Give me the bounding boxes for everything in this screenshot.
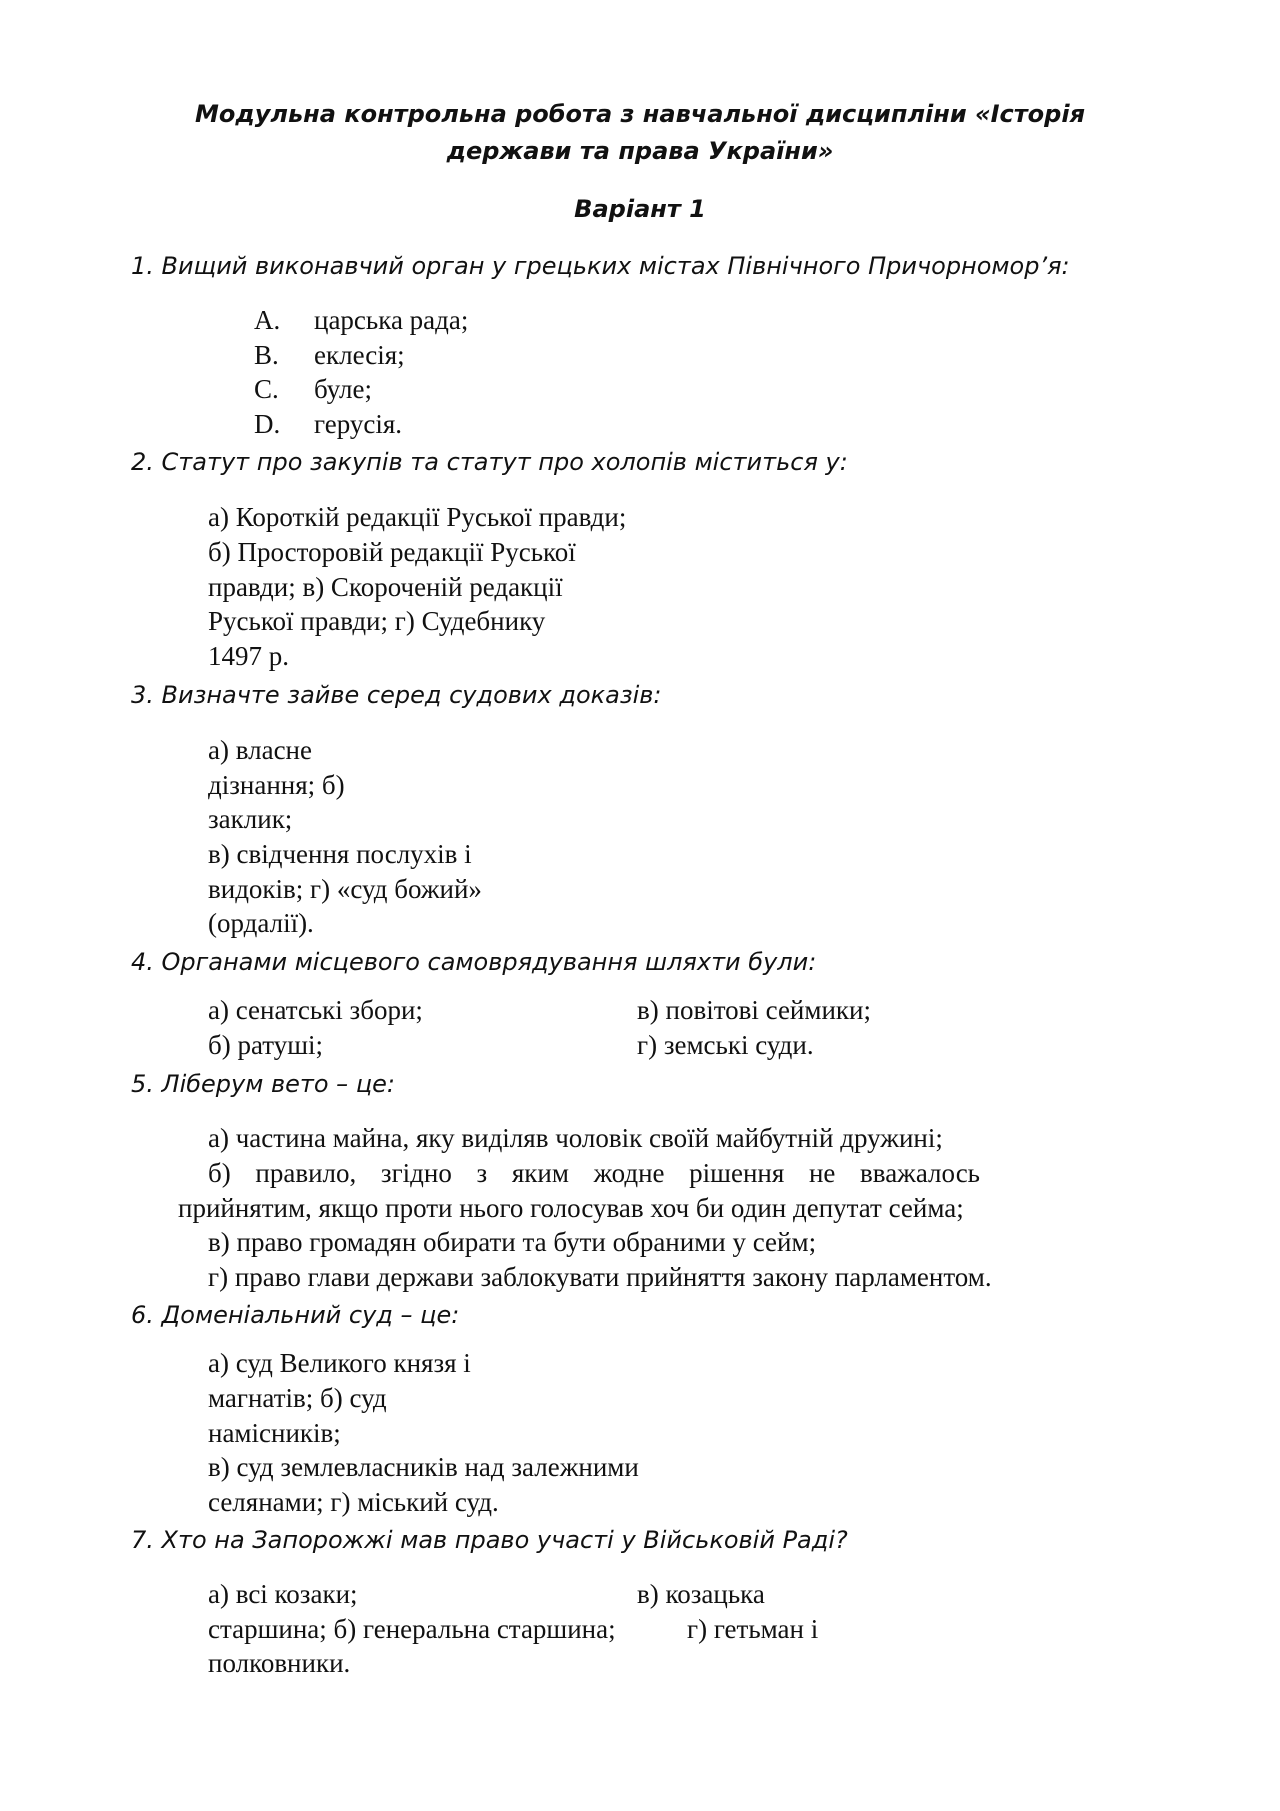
variant-heading: Варіант 1 (574, 195, 706, 223)
answer-line: 1497 р. (208, 641, 289, 671)
question-2: 2. Статут про закупів та статут про холопів міститься у: (131, 448, 848, 476)
answer-line: б) Просторовій редакції Руської (208, 537, 576, 567)
option-text: царська рада; (314, 305, 469, 335)
title-line-2: держави та права України» (446, 137, 834, 165)
option-letter: D. (254, 409, 281, 439)
question-1: 1. Вищий виконавчий орган у грецьких містах Північного Причорномор’я: (131, 252, 1070, 280)
answer-line: заклик; (208, 804, 293, 834)
answer-line: в) суд землевласників над залежними (208, 1452, 639, 1482)
answer-line: магнатів; б) суд (208, 1383, 387, 1413)
answer-line: прийнятим, якщо проти нього голосував хоч би один депутат сейма; (178, 1193, 964, 1223)
question-4: 4. Органами місцевого самоврядування шляхти були: (131, 948, 817, 976)
answer-line: в) свідчення послухів і (208, 839, 472, 869)
answer-line: (ордалії). (208, 908, 314, 938)
answer-line: дізнання; б) (208, 770, 345, 800)
question-7: 7. Хто на Запорожжі мав право участі у Військовій Раді? (131, 1526, 848, 1554)
answer-line: а) власне (208, 735, 312, 765)
answer-line: б) правило, згідно з яким жодне рішення не вважалось (208, 1158, 980, 1188)
question-3: 3. Визначте зайве серед судових доказів: (131, 681, 662, 709)
question-5: 5. Ліберум вето – це: (131, 1070, 395, 1098)
answer-line: селянами; г) міський суд. (208, 1487, 499, 1517)
question-6: 6. Доменіальний суд – це: (131, 1301, 460, 1329)
answer-line: полковники. (208, 1648, 351, 1678)
answer-right-column: в) козацька (637, 1579, 765, 1609)
answer-line: а) частина майна, яку виділяв чоловік своїй майбутній дружині; (208, 1123, 943, 1153)
answer-line: г) гетьман і (687, 1614, 819, 1644)
answer-line: старшина; б) генеральна старшина; (208, 1614, 616, 1644)
answer-line: видоків; г) «суд божий» (208, 874, 482, 904)
answer-line: Руської правди; г) Судебнику (208, 606, 546, 636)
answer-right-column: в) повітові сеймики; (637, 995, 871, 1025)
answer-line: правди; в) Скороченій редакції (208, 572, 563, 602)
answer-right-column: г) земські суди. (637, 1030, 814, 1060)
option-letter: C. (254, 374, 279, 404)
option-text: буле; (314, 374, 372, 404)
title-line-1: Модульна контрольна робота з навчальної дисципліни «Історія (195, 100, 1085, 128)
document-title (140, 96, 1140, 170)
option-text: герусія. (314, 409, 403, 439)
answer-line: а) Короткій редакції Руської правди; (208, 502, 627, 532)
option-letter: B. (254, 340, 279, 370)
answer-line: намісників; (208, 1418, 341, 1448)
option-letter: A. (254, 305, 281, 335)
answer-line: г) право глави держави заблокувати прийняття закону парламентом. (208, 1262, 992, 1292)
answer-line: в) право громадян обирати та бути обраними у сейм; (208, 1227, 817, 1257)
answer-left-column: б) ратуші; (208, 1030, 324, 1060)
answer-left-column: а) всі козаки; (208, 1579, 358, 1609)
answer-left-column: а) сенатські збори; (208, 995, 423, 1025)
answer-line: а) суд Великого князя і (208, 1348, 471, 1378)
option-text: еклесія; (314, 340, 405, 370)
